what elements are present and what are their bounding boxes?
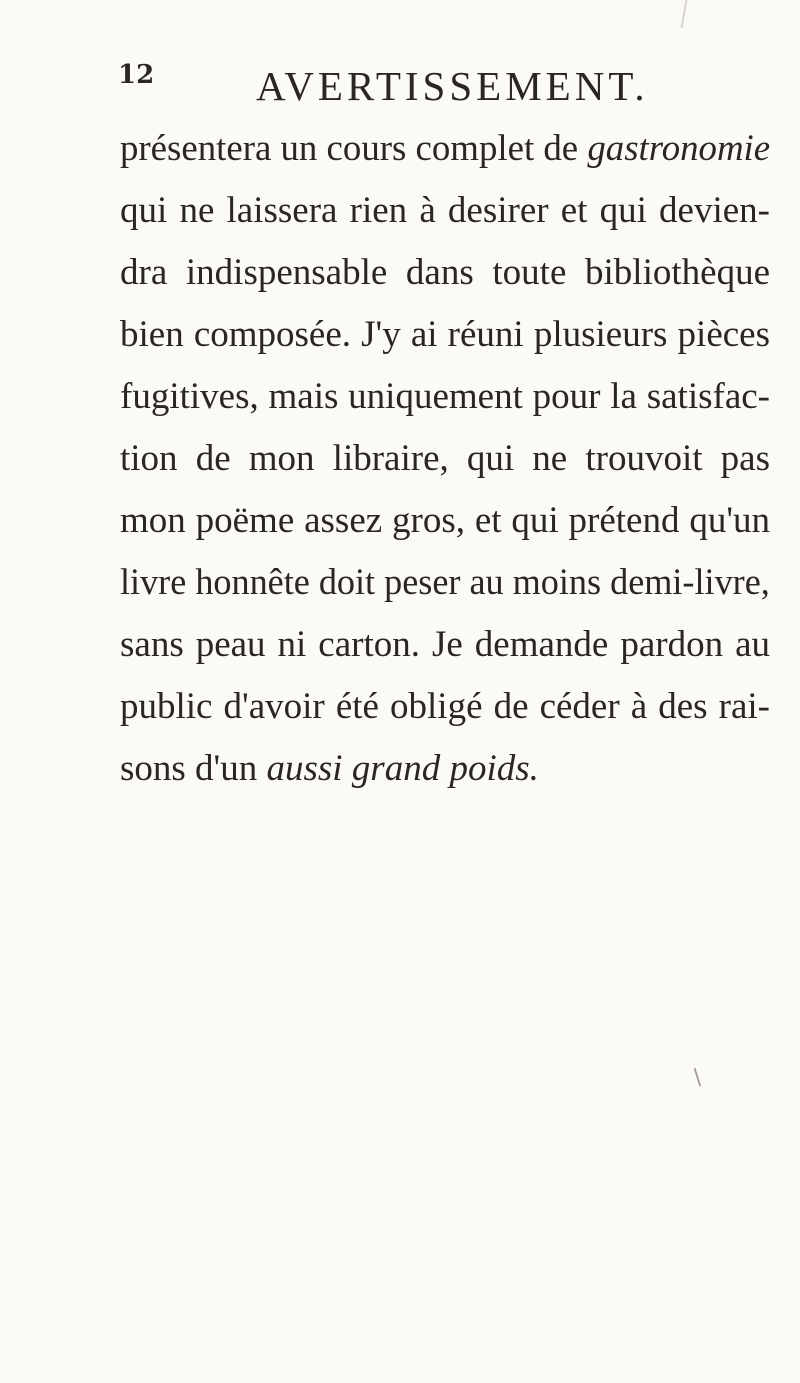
text-line: qui ne laissera rien à desirer et qui devien- [120,190,770,231]
text-line: tion de mon libraire, qui ne trouvoit pas [120,438,770,479]
text-line [120,738,770,800]
running-head: AVERTISSEMENT. [256,63,649,109]
text-line: livre honnête doit peser au moins demi-livre, [120,562,770,603]
line-text: sons d'un [120,748,267,789]
page-number: 12 [118,60,155,90]
page-header [0,52,800,122]
text-line: sans peau ni carton. Je demande pardon au [120,624,770,665]
text-line: public d'avoir été obligé de céder à des rai- [120,686,770,727]
text-line [120,118,771,180]
stray-mark: / [687,1065,708,1090]
italic-phrase: aussi grand poids. [266,748,539,789]
text-line: fugitives, mais uniquement pour la satisfac- [120,376,770,417]
text-line: bien composée. J'y ai réuni plusieurs pièces [120,314,770,355]
body-text [120,118,770,800]
text-line: mon poëme assez gros, et qui prétend qu'un [120,500,770,541]
text-line: dra indispensable dans toute bibliothèque [120,252,770,293]
paper-mark [681,0,688,28]
italic-word: gastronomie [587,128,771,169]
line-text: présentera un cours complet de [120,128,588,169]
